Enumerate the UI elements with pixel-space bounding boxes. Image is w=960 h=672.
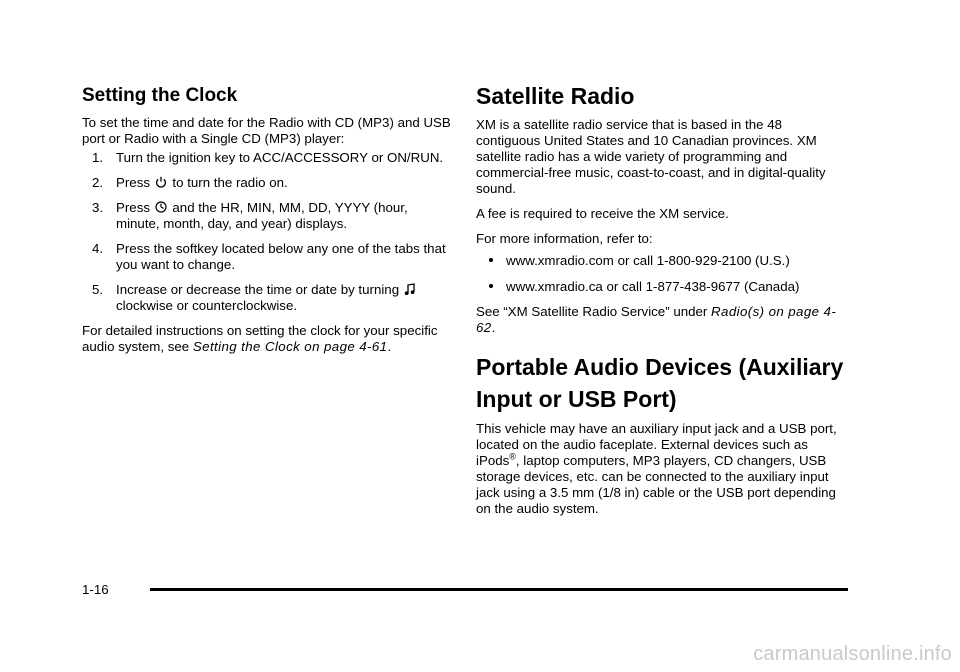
bullet-text: www.xmradio.com or call 1-800-929-2100 (U.S.) <box>506 253 790 268</box>
step-text-after: clockwise or counterclockwise. <box>116 298 298 313</box>
portable-text-b: , laptop computers, MP3 players, CD changers, USB storage devices, etc. can be connected to the auxiliary input jack using a 3.5 mm (1/8 in) cable or the USB port depending on the audio system. <box>476 453 836 516</box>
bullet-icon <box>489 284 493 288</box>
see-text: See “XM Satellite Radio Service” under <box>476 304 712 319</box>
list-item <box>84 150 452 166</box>
section-heading-portable-audio: Portable Audio Devices (Auxiliary Input or USB Port) <box>476 354 844 412</box>
step-text-after: and the HR, MIN, MM, DD, YYYY (hour, minute, month, day, and year) displays. <box>116 200 408 231</box>
step-text-before: Press <box>116 175 150 190</box>
power-button-icon <box>155 176 167 188</box>
section-heading-satellite-radio: Satellite Radio <box>476 83 635 109</box>
portable-text-a: This vehicle may have an auxiliary input jack and a USB port, located on the audio faceplate. External devices such as iPods <box>476 421 837 468</box>
step-text: Press the softkey located below any one of the tabs that you want to change. <box>116 241 446 272</box>
detail-end: . <box>387 339 392 354</box>
bullet-icon <box>489 258 493 262</box>
step-text-before: Press <box>116 200 150 215</box>
clock-steps-list <box>82 150 452 314</box>
see-reference-text <box>476 304 846 336</box>
step-text-before: Increase or decrease the time or date by turning <box>116 282 400 297</box>
cross-reference-link[interactable]: Radio(s) on page 4-62 <box>476 304 837 335</box>
more-info-text: For more information, refer to: <box>476 231 653 246</box>
page-number: 1-16 <box>82 582 109 597</box>
clock-detail-text <box>82 323 452 355</box>
clock-intro-text: To set the time and date for the Radio with CD (MP3) and USB port or Radio with a Single CD (MP3) player: <box>82 115 451 146</box>
see-end: . <box>491 320 496 335</box>
fee-text: A fee is required to receive the XM service. <box>476 206 729 221</box>
right-column <box>476 84 846 517</box>
contact-list <box>476 253 846 295</box>
cross-reference-link[interactable]: Setting the Clock on page 4-61 <box>192 339 388 354</box>
step-number: 5. <box>92 282 104 297</box>
list-item <box>84 241 452 273</box>
left-column <box>82 84 452 355</box>
list-item <box>84 175 452 191</box>
list-item <box>84 200 452 232</box>
step-number: 3. <box>92 200 104 215</box>
tune-knob-icon <box>404 283 416 295</box>
list-item <box>84 282 452 314</box>
step-text-after: to turn the radio on. <box>172 175 288 190</box>
section-heading-setting-clock: Setting the Clock <box>82 85 238 106</box>
bullet-text: www.xmradio.ca or call 1-877-438-9677 (Canada) <box>506 279 800 294</box>
detail-text: For detailed instructions on setting the clock for your specific audio system, see <box>82 323 438 354</box>
registered-mark: ® <box>509 451 516 462</box>
list-item <box>476 253 846 269</box>
clock-button-icon <box>155 201 167 213</box>
list-item <box>476 279 846 295</box>
step-number: 4. <box>92 241 104 256</box>
step-number: 2. <box>92 175 104 190</box>
portable-audio-text <box>476 421 846 517</box>
footer-divider <box>150 588 848 591</box>
satellite-intro-text: XM is a satellite radio service that is based in the 48 contiguous United States and 10 Canadian provinces. XM satellite radio has a wide variety of programming and commercial-free music, coast-to-coast, and in digital-quality sound. <box>476 117 826 196</box>
watermark-text: carmanualsonline.info <box>753 643 952 665</box>
step-number: 1. <box>92 150 104 165</box>
step-text: Turn the ignition key to ACC/ACCESSORY or ON/RUN. <box>116 150 444 165</box>
